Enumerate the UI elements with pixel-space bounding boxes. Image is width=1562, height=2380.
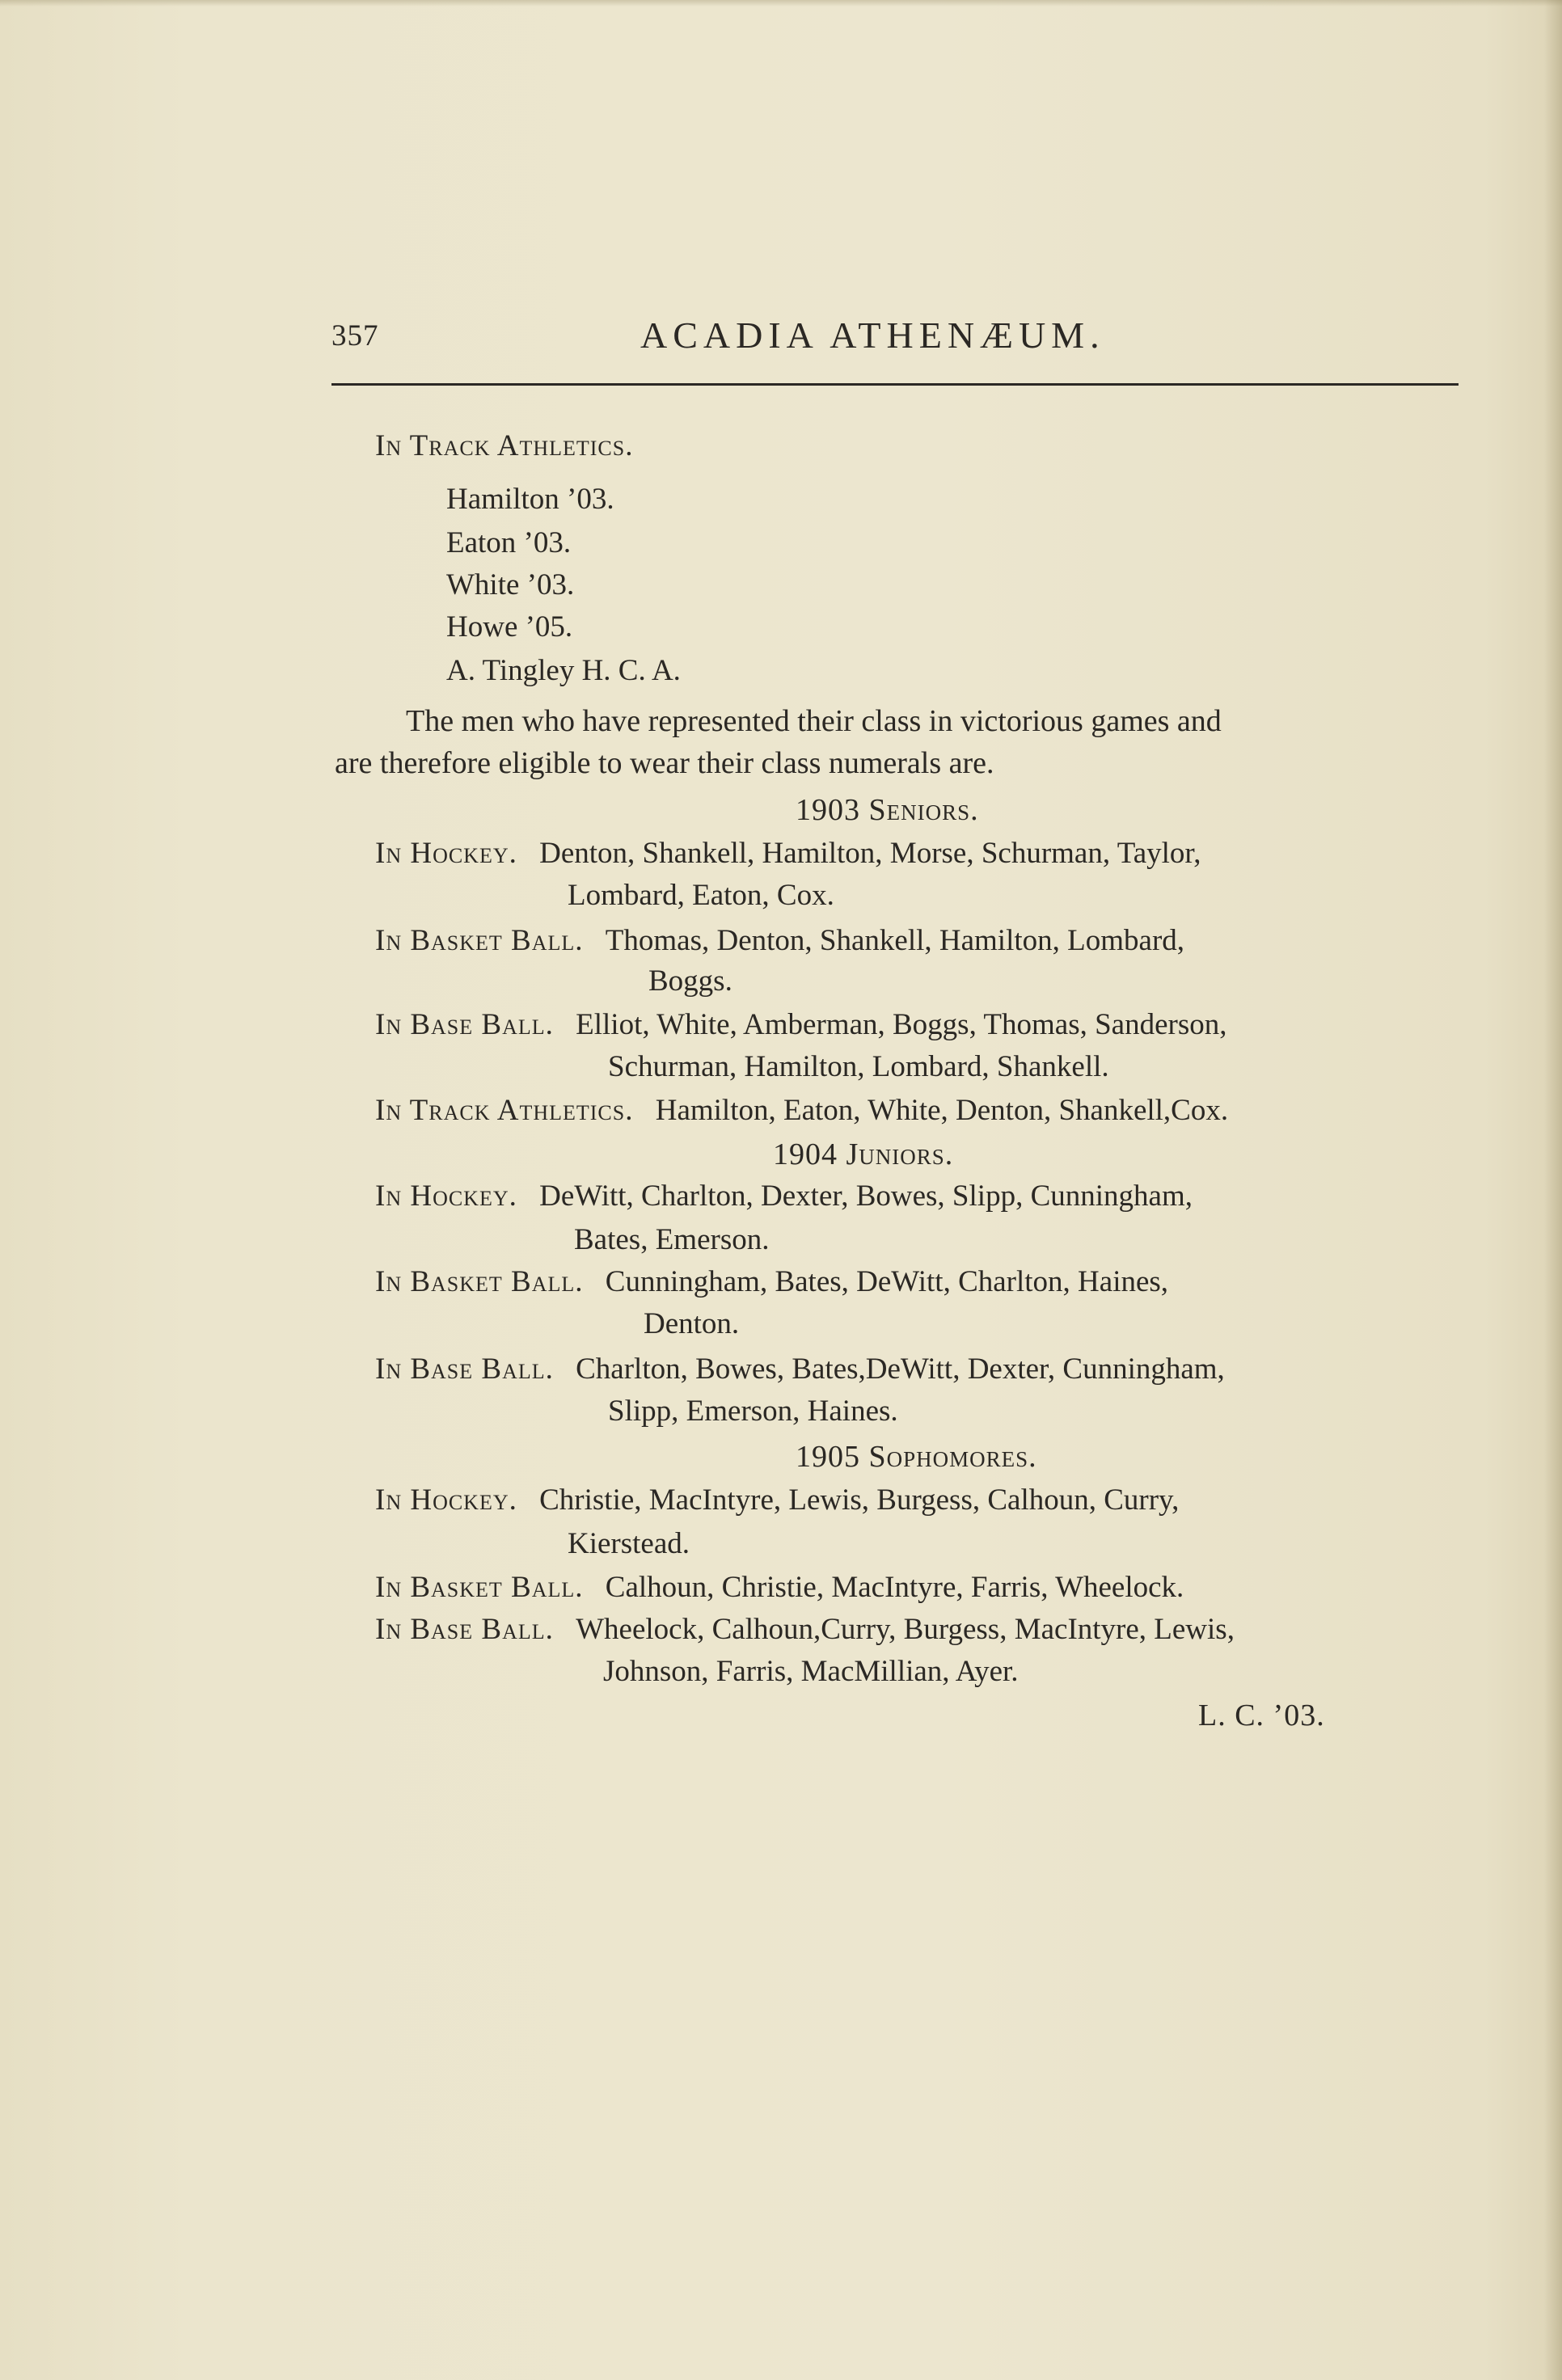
sophomores-base-label: In Base Ball. — [375, 1613, 554, 1646]
page-header — [331, 314, 1455, 362]
intro-line-2: are therefore eligible to wear their class numerals are. — [335, 746, 994, 780]
seniors-basket-label: In Basket Ball. — [375, 924, 584, 957]
running-title: ACADIA ATHENÆUM. — [640, 314, 1105, 356]
seniors-track-row — [375, 1093, 1228, 1129]
juniors-hockey-row — [375, 1179, 1193, 1214]
juniors-base-names: Charlton, Bowes, Bates,DeWitt, Dexter, Cunningham, — [576, 1352, 1225, 1386]
juniors-base-label: In Base Ball. — [375, 1352, 554, 1386]
sophomores-base-row — [375, 1612, 1235, 1648]
juniors-hockey-names: DeWitt, Charlton, Dexter, Bowes, Slipp, Cunningham, — [539, 1179, 1193, 1213]
seniors-basket-names: Thomas, Denton, Shankell, Hamilton, Lombard, — [605, 924, 1185, 957]
track-name-5: A. Tingley H. C. A. — [446, 654, 681, 687]
juniors-hockey-names-cont: Bates, Emerson. — [574, 1223, 770, 1256]
sophomores-base-names-cont: Johnson, Farris, MacMillian, Ayer. — [603, 1655, 1019, 1688]
juniors-base-names-cont: Slipp, Emerson, Haines. — [608, 1395, 898, 1428]
seniors-base-names-cont: Schurman, Hamilton, Lombard, Shankell. — [608, 1050, 1109, 1083]
page-number: 357 — [331, 319, 379, 352]
seniors-hockey-label: In Hockey. — [375, 837, 517, 870]
juniors-basket-label: In Basket Ball. — [375, 1265, 584, 1298]
sophomores-hockey-row — [375, 1483, 1179, 1518]
seniors-basket-names-cont: Boggs. — [648, 964, 732, 998]
seniors-hockey-row — [375, 836, 1201, 871]
page-edge-right — [1544, 0, 1562, 2380]
sophomores-heading: 1905 Sophomores. — [796, 1440, 1037, 1474]
juniors-basket-names: Cunningham, Bates, DeWitt, Charlton, Haines, — [605, 1265, 1169, 1298]
seniors-base-label: In Base Ball. — [375, 1008, 554, 1041]
seniors-hockey-names: Denton, Shankell, Hamilton, Morse, Schurman, Taylor, — [539, 837, 1201, 870]
seniors-basket-row — [375, 923, 1184, 959]
sophomores-hockey-label: In Hockey. — [375, 1483, 517, 1517]
track-name-2: Eaton ’03. — [446, 526, 572, 559]
sophomores-base-names: Wheelock, Calhoun,Curry, Burgess, MacIntyre, Lewis, — [576, 1613, 1235, 1646]
sophomores-basket-names: Calhoun, Christie, MacIntyre, Farris, Wheelock. — [605, 1571, 1184, 1604]
seniors-track-label: In Track Athletics. — [375, 1094, 634, 1127]
intro-line-1: The men who have represented their class in victorious games and — [406, 704, 1222, 738]
seniors-track-names: Hamilton, Eaton, White, Denton, Shankell,Cox. — [655, 1094, 1229, 1127]
author-signature: L. C. ’03. — [1198, 1698, 1325, 1732]
sophomores-hockey-names: Christie, MacIntyre, Lewis, Burgess, Calhoun, Curry, — [539, 1483, 1180, 1517]
sophomores-basket-row — [375, 1570, 1184, 1606]
track-heading: In Track Athletics. — [375, 429, 634, 462]
sophomores-basket-label: In Basket Ball. — [375, 1571, 584, 1604]
seniors-base-names: Elliot, White, Amberman, Boggs, Thomas, Sanderson, — [576, 1008, 1227, 1041]
juniors-basket-row — [375, 1264, 1168, 1300]
seniors-heading: 1903 Seniors. — [796, 793, 979, 827]
seniors-base-row — [375, 1007, 1227, 1043]
header-rule — [331, 383, 1459, 386]
juniors-basket-names-cont: Denton. — [644, 1307, 740, 1340]
track-name-4: Howe ’05. — [446, 610, 573, 644]
sophomores-hockey-names-cont: Kierstead. — [568, 1527, 690, 1560]
page-edge-top — [0, 0, 1562, 6]
seniors-hockey-names-cont: Lombard, Eaton, Cox. — [568, 879, 834, 912]
juniors-base-row — [375, 1352, 1225, 1387]
track-name-1: Hamilton ’03. — [446, 483, 614, 516]
juniors-heading: 1904 Juniors. — [773, 1137, 954, 1171]
juniors-hockey-label: In Hockey. — [375, 1179, 517, 1213]
track-name-3: White ’03. — [446, 568, 575, 601]
